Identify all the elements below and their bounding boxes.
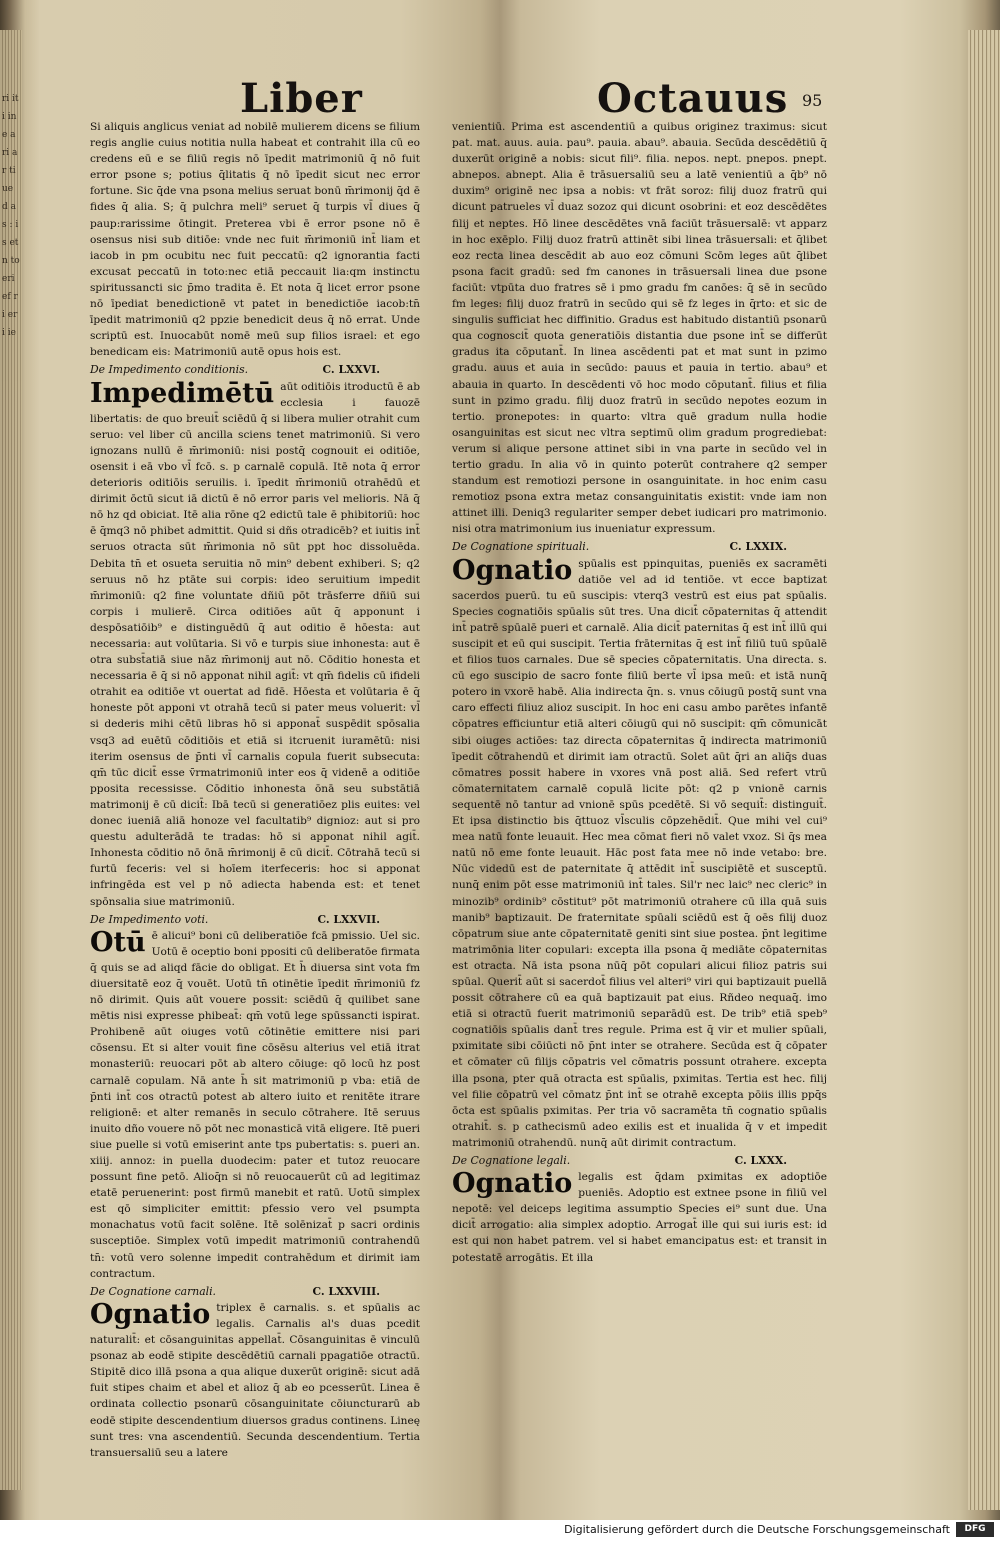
folio-number: 95 <box>802 91 823 110</box>
section-title: De Impedimento voti. <box>90 912 209 926</box>
section-heading <box>452 539 827 555</box>
section-heading <box>90 362 420 378</box>
section-number: C. LXXVIII. <box>312 1284 380 1298</box>
left-margin-fragments: ri it i ine a ri ar ti ue d a s : is et n to eri ef ri eri ie <box>2 94 20 338</box>
section-title: De Cognatione spirituali. <box>452 540 590 554</box>
section-body <box>452 1169 827 1266</box>
right-page-edge <box>968 30 1000 1510</box>
section-heading <box>90 912 420 928</box>
right-column <box>452 119 827 1266</box>
section-title: De Cognatione carnali. <box>90 1284 216 1298</box>
initial-word: Otū <box>90 926 146 958</box>
section-body <box>90 379 420 910</box>
section-title: De Impedimento conditionis. <box>90 363 249 377</box>
section-text: aūt oditiōis itroductū ē ab ecclesia i fauozē libertatis: de quo breuit̄ sciēdū q̄ si libera mulier otrahit cum seruo: vel liber cū ancilla sciens tenet matrimoniū. Si vero ignozans nullū ē m̄rimoniū: nisi postq̄ cognouit ei oditiōe, osensit i eā vbo vl̄ fcō. s. p carnalē copulā. Itē nota q̄ error deterioris oditiōis seruilis. i. īpedit m̄rimoniū otrahēdū et dirimit ōctū sicut iā dictū ē nō error paris vel melioris. Nā q̄ nō hz qd obiciat. Itē alia rōne q2 edictū tale ē phibitoriū: hoc ē q̄mq3 nō phibet admittit. Quid si dñs otradicēb? et iuitis int̄ seruos otracta sūt m̄rimonia nō sūt ppt hoc dissoluēda. Debita tn̄ et osueta seruitia nō min⁹ debent exhiberi. S; q2 seruus nō hz ptāte sui corpis: ideo seruitium impedit m̄rimoniū: q2 fine voluntate dñiū pōt trāsferre dñiū sui corpis i mulierē. Circa oditiōes aūt q̄ apponunt i despōsatiōib⁹ e distinguēdū q̄ aut oditio ē hōesta: aut necessaria: aut volūtaria. Si vō e turpis siue inhonesta: aut ē otra subst̄atiā siue nāz m̄rimonij aut nō. Cōditio honesta et necessaria ē q̄ si nō apponat nihil agit̄: vt qm̄ fidelis cū ifideli otrahit ea oditiōe vt ouertat ad fidē. Hōesta et volūtaria ē q̄ honeste pōt apponi vt otrahā tecū si pater meus voluerit: vl̄ si dederis mihi cētū libras hō si apponat̄ suspēdit spōsalia vsq3 ad euētū cōditiōis et etiā si itcruenit iuramētū: nisi iterim osensus de p̄nti vl̄ carnalis copula fuerit subsecuta: qm̄ tūc dicit̄ esse v̄rmatrimoniū inter eos q̄ videnē a oditiōe pposita recessisse. Cōditio inhonesta ōnā seu substātiā matrimonij ē cū dicit̄: Ibā tecū si generatiōez plis euites: vel donec iueniā aliā honoze vel facultatib⁹ dignioz: aut si pro questu adulterādā te tradas: hō si apponat nihil agit̄. Inhonesta cōditio nō ōnā m̄rimonij ē cū dicit̄. Cōtrahā tecū si furtū feceris: vel si hoīem iterfeceris: hoc si apponat infringēda est vel p nō adiecta habenda est: et tenet spōnsalia siue matrimoniū. <box>90 380 420 908</box>
footer-bar <box>0 1520 1000 1541</box>
section-heading <box>452 1153 827 1169</box>
section-text: legalis est q̄dam pximitas ex adoptiōe pueniēs. Adoptio est extnee psone in filiū vel nepotē: vel deiceps legitima assumptio Species ei⁹ sunt due. Una dicit̄ arrogatio: alia simplex adoptio. Arrogat̄ ille qui sui iuris est: id est qui non habet patrem. vel si habet emancipatus est: et transit in potestatē arrogātis. Et illa <box>452 1171 827 1264</box>
right-intro: venientiū. Prima est ascendentiū a quibus originez traximus: sicut pat. mat. auus. auia. pau⁹. pauia. abau⁹. abauia. Secūda descēdētiū q̄ duxerūt originē a nobis: sicut fili⁹. filia. nepos. nept. pnepos. pnept. abnepos. abnept. Alia ē trāsuersaliū seu a latē venientiū a q̄b⁹ nō duxim⁹ originē nec ipsa a nobis: vt frāt soroz: filij duoz fratrū qui dicunt patrueles vl̄ duaz sozoz qui dicunt osobrini: et eoz descēdētes filij et neptes. Hō linee descēdētes vnā faciūt trāsuersalē: vt apparz in hoc exēplo. Filij duoz fratrū attinēt sibi linea trāsuersali: et q̄libet eoz recta linea descēdit ab auo eoz cōmuni Scōm leges aūt q̄libet psona facit gradū: sed fm canones in trāsuersali linea due psone faciūt: vtpūta duo fratres sē i pmo gradu fm canōes: q̄ sē in secūdo fm leges: filij duoz fratrū in secūdo qui sē fz leges in q̄rto: et sic de singulis sufficiat hec diffinitio. Gradus est habitudo distantiū psonarū qua cognoscit̄ quota generatiōis distantia due psone int̄ se differūt gradus ita cōputant̄. In linea ascēdenti pat et mat sunt in pzimo gradu. auus et auia in secūdo: pauus et pauia in tertio. abau⁹ et abauia in quarto. In descēdenti vō hoc modo cōputant̄. filius et filia sunt in pzimo gradu. filij duoz fratrū in secūdo nepotes eozum in tertio. pronepotes: in quarto: vltra quē gradum nulla hodie osanguinitas est sicut nec vltra septimū olim gradum progrediebat: verum si alique persone attinet sibi in vna parte in secūdo vel in tertio gradu. In alia vō in quinto poterūt contrahere q2 semper standum est remotiozi persone in osanguinitate. in hoc enim casu remotioz psona extra metaz consanguinitatis existit: vnde iam non attinet illi. Deniq3 regulariter semper debet iudicari pro matrimonio. nisi otra matrimonium ius inueniatur expressum. <box>452 121 827 536</box>
left-intro: Si aliquis anglicus veniat ad nobilē mulierem dicens se filium regis anglie cuius notitia nulla habeat et contrahit illa cū eo credens eū e se filiū regis nō īpedit matrimoniū q̄ nō fuit error psone s; potius q̄litatis q̄ nō īpedit sicut nec error fortune. Sic q̄de vna psona melius seruat bonū m̄rimonij q̄d ē fides q̄ alia. S; q̄ pulchra meli⁹ seruet q̄ turpis vl̄ diues q̄ paup:rarissime ōtingit. Preterea vbi ē error psone nō ē osensus nisi sub ditiōe: vnde nec fuit m̄rimoniū int̄ liam et iacob in pm ocubitu nec fuit peccatū: q2 ignorantia facti excusat peccatū in toto:nec etiā peccauit lia:qm instinctu spiritussancti sic p̄mo tradita ē. Et nota q̄ licet error psone nō īpediat benedictionē vt patet in benedictiōe iacob:tn̄ īpedit matrimoniū q2 ppzie benedicit deus q̄ nō errat. Unde scriptū est. Inuocabūt nomē meū sup filios israel: et ego benedicam eis: Matrimoniū autē opus hois est. <box>90 121 420 359</box>
section-heading <box>90 1284 420 1300</box>
section-text: ē alicui⁹ boni cū deliberatiōe fcā pmissio. Uel sic. Uotū ē oceptio boni ppositi cū deliberatōe firmata q̄ quis se ad aliqd fācie do obligat. Et h̄ diuersa sint vota fm diuersitatē eoz q̄ vouēt. Uotū tn̄ otinētie īpedit m̄rimoniū fz nō dirimit. Quis aūt vouere possit: sciēdū q̄ quilibet sane mētis nisi expresse phibeat̄: qm̄ votū lege spūssancti ispirat. Prohibenē aūt oiuges votū cōtinētie emittere nisi pari cōsensu. Et si alter vouit fine cōsēsu alterius vel etiā itrat monasteriū: reuocari pōt ab altero cōiuge: qō locū hz post carnalē copulam. Nā ante h̄ sit matrimoniū p vba: etiā de p̄nti int̄ cos otractū potest ab altero iuito et renitēte itrare religionē: et alter remanēs in seculo cōtrahere. Itē seruus inuito dño vouere nō pōt nec monasticā vitā eligere. Itē pueri siue puelle si votū emiserint ante tps pubertatis: s. pueri an. xiiij. annoz: in puella duodecim: pater et tutoz reuocare possunt fine petō. Alioq̄n si nō reuocauerūt cū ad legitimaz etatē peruenerint: post firmū manebit et ratū. Uotū simplex est qō simpliciter emittit: pfessio vero vel psumpta monachatus votū facit solēne. Itē solēnizat̄ p sacri ordinis susceptiōe. Simplex votū impedit matrimoniū contrahendū tn̄: votū vero solenne impedit contrahēdum et dirimit iam contractum. <box>90 929 421 1280</box>
section-number: C. LXXVII. <box>317 912 380 926</box>
section-body <box>90 1300 420 1461</box>
section-number: C. LXXVI. <box>322 363 380 377</box>
section-title: De Cognatione legali. <box>452 1154 571 1167</box>
section-text: triplex ē carnalis. s. et spūalis ac legalis. Carnalis al's duas pcedit naturalit̄: et cōsanguinitas appellat̄. Cōsanguinitas ē vinculū psonaz ab eodē stipite descēdētiū carnali ppagatiōe otractū. Stipitē dico illā psona a qua alique duxerūt originē: sicut adā fuit stipes chaim et abel et alioz q̄ ab eo pcesserūt. Linea ē ordinata collectio psonarū cōsanguinitate cōiuncturarū ab eodē stipite descendentium diuersos gradus continens. Lineę sunt tres: vna ascendentiū. Secunda descendentium. Tertia transuersaliū seu a latere <box>90 1301 420 1459</box>
left-column <box>90 119 420 1461</box>
initial-word: Ognatio <box>452 554 573 586</box>
section-number: C. LXXX. <box>734 1154 787 1167</box>
section-body <box>90 928 420 1282</box>
dfg-logo: DFG <box>956 1522 994 1537</box>
section-body <box>452 556 827 1151</box>
initial-word: Ognatio <box>90 1298 211 1330</box>
running-head-left: Liber <box>240 75 363 122</box>
section-number: C. LXXIX. <box>729 540 787 554</box>
book-page <box>22 35 968 1520</box>
initial-word: Ognatio <box>452 1168 573 1200</box>
section-text: spūalis est ppinquitas, pueniēs ex sacramēti datiōe vel ad id tentiōe. vt ecce baptizat sacerdos puerū. tu eū suscipis: vterq3 vestrū est eius pat spūalis. Species cognatiōis spūalis sūt tres. Una dicit̄ cōpaternitas q̄ attendit int̄ patrē spūalē pueri et carnalē. Alia dicit̄ paternitas q̄ est int̄ illū qui suscipit et eū qui suscipit. Tertia frāternitas q̄ est int̄ filiū tuū spūalē et filios tuos carnales. Due sē species cōpaternitatis. Una directa. s. cū ego suscipio de sacro fonte filiū berte vl̄ ipsa meū: et istā nunq̄ potero in vxorē habē. Alia indirecta q̄n. s. vnus cōiugū postq̄ sunt vna caro effecti filiuz alioz suscipit. In hoc eni casu ambo parētes infantē cōpatres efficiuntur etiā alteri cōiugū qui nō suscipit: qm̄ cōmunicāt sibi oiuges actiōes: taz directa cōpaternitas q̄ indirecta matrimoniū īpedit cōtrahendū et dirimit iam otractū. Solet aūt q̄ri an aliq̄s duas cōmatres possit habere in vxores vnā post aliā. Sed refert vtrū cōmaternitatem carnalē copulā licite pōt: q2 p vnionē carnis sequentē nō tantur ad vnionē spūs pcedētē. Si vō sequit̄: distinguit̄. Et ipsa distinctio bis q̄ttuoz vl̄sculis cōpzehēdit̄. Que mihi vel cui⁹ mea natū fonte leuauit. Hec mea cōmat fieri nō valet vxoz. Si q̄s mea natū nō eme fonte leuauit. Hāc post fata mee nō inde vetabo: bre. Nūc videdū est de paternitate q̄ attēdit int̄ suscipiētē et susceptū. nunq̄ enim pōt esse matrimoniū int̄ tales. Sil'r nec laic⁹ nec cleric⁹ in minozib⁹ ordinib⁹ cōstitut⁹ pōt matrimoniū otrahere cū illa quā suis manib⁹ baptizauit. De fraternitate spūali sciēdū est q̄ oēs filij duoz cōpatrum siue ante cōpaternitatē geniti sint siue postea. p̄nt legitime matrimōnia liter copulari: excepta illa psona q̄ mediāte cōpaternitas est otracta. Nā ista psona nūq̄ pōt copulari alicui filioz patris sui spūal. Querit̄ aūt si sacerdot̄ filius vel alteri⁹ viri qui baptizauit puellā possit cōtrahere cū ea quā baptizauit pat eius. Rñdeo nequaq̄. imo etiā si otractū fuerit matrimoniū separādū est. De trib⁹ etiā speb⁹ cognatiōis spūalis dant̄ tres regule. Prima est q̄ vir et mulier spūali, pximitate sibi cōiūcti nō p̄nt inter se otrahere. Secūda est q̄ cōpater et cōmater cū filijs cōpatris vel cōmatris possunt otrahere. excepta illa psona, pter quā otracta est spūalis, pximitas. Tertia est hec. filij vel filie cōpatrū vel cōmatz p̄nt int̄ se otrahē excepta pōiis illis ppq̄s ōcta est spūalis pximitas. Per tria vō sacramēta tn̄ cognatio spūalis otrahit̄. s. p cathecismū adeo exilis est et inualida q̄ v et impedit matrimoniū otrahendū. nunq̄ aūt dirimit contractum. <box>452 557 827 1149</box>
funding-credit: Digitalisierung gefördert durch die Deutsche Forschungsgemeinschaft <box>564 1523 950 1536</box>
left-page-edge <box>0 30 22 1490</box>
initial-word: Impedimētū <box>90 377 275 409</box>
running-head-right: Octauus <box>597 75 789 122</box>
